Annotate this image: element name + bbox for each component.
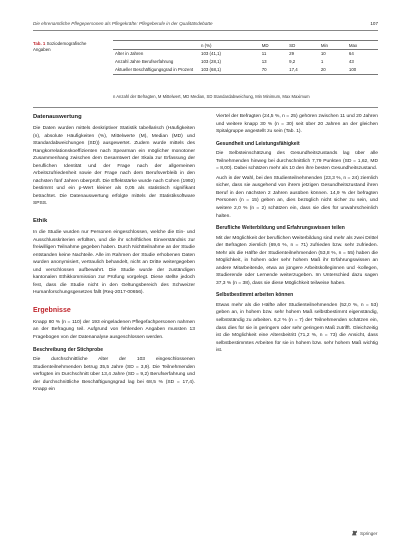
subsection-heading-sample: Beschreibung der Stichprobe	[33, 346, 104, 353]
table-cell: 70	[260, 66, 287, 74]
publisher-mark	[351, 530, 377, 536]
body-paragraph: Knapp 80 % (n = 110) der 193 eingeladenen Pflegefachpersonen nahmen an der Befragung teil. Aufgrund von fehlenden Angaben mussten 13 Fragebogen von der Datenanalyse ausgeschlossen werden.	[33, 319, 195, 341]
row-label: Alter in Jahren	[115, 51, 144, 57]
table-caption	[33, 41, 88, 53]
table-header-empty	[113, 41, 199, 50]
table-header-cell: MD	[260, 41, 287, 50]
table-header-cell: SD	[287, 41, 319, 50]
table-cell: 64	[348, 51, 354, 57]
table-cell: 100	[347, 66, 378, 74]
table-cell: 103 (28,1)	[201, 59, 222, 65]
left-text-column	[33, 113, 195, 394]
running-head	[33, 21, 378, 26]
table-cell: 103 (68,1)	[199, 66, 260, 74]
table-bottom-rule	[33, 107, 378, 108]
sociodemographic-table	[113, 40, 378, 75]
body-paragraph: Auch in der Wahl, bei den Studienteilnehmenden (23,3 %, n = 24) ziemlich sicher, dass sie ausgehend von ihrem jetzigen Gesundheitszustand ihren Beruf in den nächsten 2 Jahren ausüben können. 14,9 % der befragten Personen (n = 15) geben an, dies bezüglich nicht sicher zu sein, und weitere 2,0 % (n = 2) schätzen ein, dass sie dies für unwahrscheinlich halten.	[216, 175, 378, 219]
table-header-cell: Max	[347, 41, 378, 50]
table-row	[113, 50, 378, 58]
subsection-heading-self-determination: Selbstbestimmt arbeiten können	[216, 292, 294, 299]
table-cell: 29	[289, 51, 295, 57]
body-paragraph: Mit der Möglichkeit der beruflichen Weiterbildung sind mehr als zwei Drittel der Befragten ziemlich (69,6 %, n = 71) zufrieden bzw. sehr zufrieden. Mehr als die Hälfte der Studienteilnehmenden (53,8 %, n = 55) haben die Möglichkeit, in hohem oder sehr hohem Maß ihr Erfahrungswissen an andere Mitarbeitende, etwa an jüngere Arbeitskolleginnen und -kollegen, Studierende oder Lernende weiterzugeben. Im Unterschied dazu sagen 37,3 % (n = 38), dass sie diese Möglichkeit teilweise haben.	[216, 235, 378, 286]
table-cell: 11	[261, 51, 267, 57]
table-title: Soziodemografische Angaben	[33, 41, 87, 52]
table-row	[113, 58, 378, 66]
table-cell: 20	[319, 66, 347, 74]
publisher-name: Springer	[360, 530, 378, 536]
body-paragraph: Etwas mehr als die Hälfte aller Studienteilnehmenden (52,0 %, n = 53) geben an, in hohem bzw. sehr hohem Maß selbstbestimmt eigenständig, selbstständig zu arbeiten. 6,2 % (n = 7) der Teilnehmenden schätzen ein, dass dies für sie in geringem oder sehr geringem Maß zutrifft. Gleichzeitig ist die Möglichkeit eine Altersbeitritt (71,2 %, n = 73) die Ansicht, dass selbstbestimmtes Arbeiten für sie in hohem bzw. sehr hohem Maß wichtig ist.	[216, 302, 378, 354]
table-number: Tab. 1	[33, 41, 46, 46]
table-footnote: n Anzahl der Befragten, M Mittelwert, MD Median, SD Standardabweichung, Min Minimum, Max Maximum	[113, 94, 310, 99]
table-cell: 9,2	[289, 59, 296, 65]
body-paragraph: Die Selbsteinschätzung des Gesundheitszustands lag über alle Teilnehmenden hinweg bei durchschnittlich 7,79 Punkten (SD = 1,62, MD = 8,00). Dabei schätzen mehr als 10 den ihre besten Gesundheitszustand.	[216, 151, 378, 172]
table-header-cell: Min	[319, 41, 347, 50]
body-paragraph: Die Daten wurden mittels deskriptiver Statistik tabellarisch (Häufigkeiten (n), absolute Häufigkeiten (%), Mittelwerte (M), Median (MD) und Standardabweichungen (SD)) ausgewertet. Zudem wurde mittels des Rangkorrelationskoeffizienten nach Spearman ein möglicher monotoner Zusammenhang zwischen dem Gesamtwert der Skala zur Erfassung der beruflichen Identität und der Frage nach der allgemeinen Arbeitszufriedenheit sowie der Frage nach dem Berufsverbleib in den nächsten fünf Jahren überprüft. Die Effektstärke wurde nach Cohen (1992) bestimmt und ein p-Wert kleiner als 0,05 als statistisch signifikant betrachtet. Die Datenauswertung erfolgte mittels der Statistiksoftware SPSS.	[33, 126, 195, 207]
table-cell: 103 (41,1)	[201, 51, 222, 57]
page-number: 107	[370, 21, 378, 26]
section-heading-results: Ergebnisse	[33, 306, 71, 314]
table-cell: 17,4	[287, 66, 319, 74]
body-paragraph: Die durchschnittliche Alter der 103 eingeschlossenen Studienteilnehmenden betrug 35,5 Jahre (SD = 3,9). Die Teilnehmenden verfügten im Durchschnitt über 13,4 Jahre (SD = 9,2) Berufserfahrung und der durchschnittliche Beschäftigungsgrad lag bei 68,5 % (SD = 17,4). Knapp ein	[33, 357, 195, 393]
section-heading-ethics: Ethik	[33, 218, 48, 225]
right-text-column	[216, 113, 378, 355]
springer-horse-icon	[351, 530, 358, 536]
table-row	[113, 66, 378, 74]
subsection-heading-health: Gesundheit und Leistungsfähigkeit	[216, 140, 300, 147]
header-rule	[33, 30, 378, 31]
table-header-row	[113, 41, 378, 50]
table-cell: 1	[320, 59, 324, 65]
body-paragraph: Viertel der Befragten (24,5 %, n = 25) gehören zwischen 11 und 20 Jahren und weitere knapp 30 % (n = 30) seit über 20 Jahren an der gleichen Spitalgruppe angestellt zu sein (Tab. 1).	[216, 114, 378, 135]
running-title: Die ehrenamtliche Pflegepersonen als Pflegekräfte: Pflegeberufe in der Qualitätsdebatte	[33, 21, 213, 26]
section-heading-data-analysis: Datenauswertung	[33, 114, 82, 120]
table-cell: 43	[348, 59, 354, 65]
table-cell: 10	[320, 51, 326, 57]
body-paragraph: In die Studie wurden nur Personen eingeschlossen, welche die Ein- und Ausschlusskriterien erfüllten, und die ihr schriftliches Einverständnis zur freiwilligen Teilnahme gegeben haben. Durch Nichtteilnahme an der Studie entstanden keine Nachteile. Alle im Rahmen der Studie erhobenen Daten wurden anonymisiert, vertraulich behandelt, nicht an Dritte weitergegeben und verschlossen aufbewahrt. Die Studie wurde der zuständigen kantonalen Ethikkommission zur Prüfung vorgelegt. Diese stellte jedoch fest, dass die Studie nicht in den Geltungsbereich des Schweizer Humanforschungsgesetzes fällt (Req-2017-00656).	[33, 230, 195, 296]
table-header-cell: n (%)	[199, 41, 260, 50]
row-label: Anzahl Jahre Berufserfahrung	[115, 59, 174, 65]
row-label: Aktueller Beschäftigungsgrad in Prozent	[113, 66, 199, 74]
table-cell: 13	[261, 59, 267, 65]
subsection-heading-training: Berufliche Weiterbildung und Erfahrungswissen teilen	[216, 225, 345, 232]
